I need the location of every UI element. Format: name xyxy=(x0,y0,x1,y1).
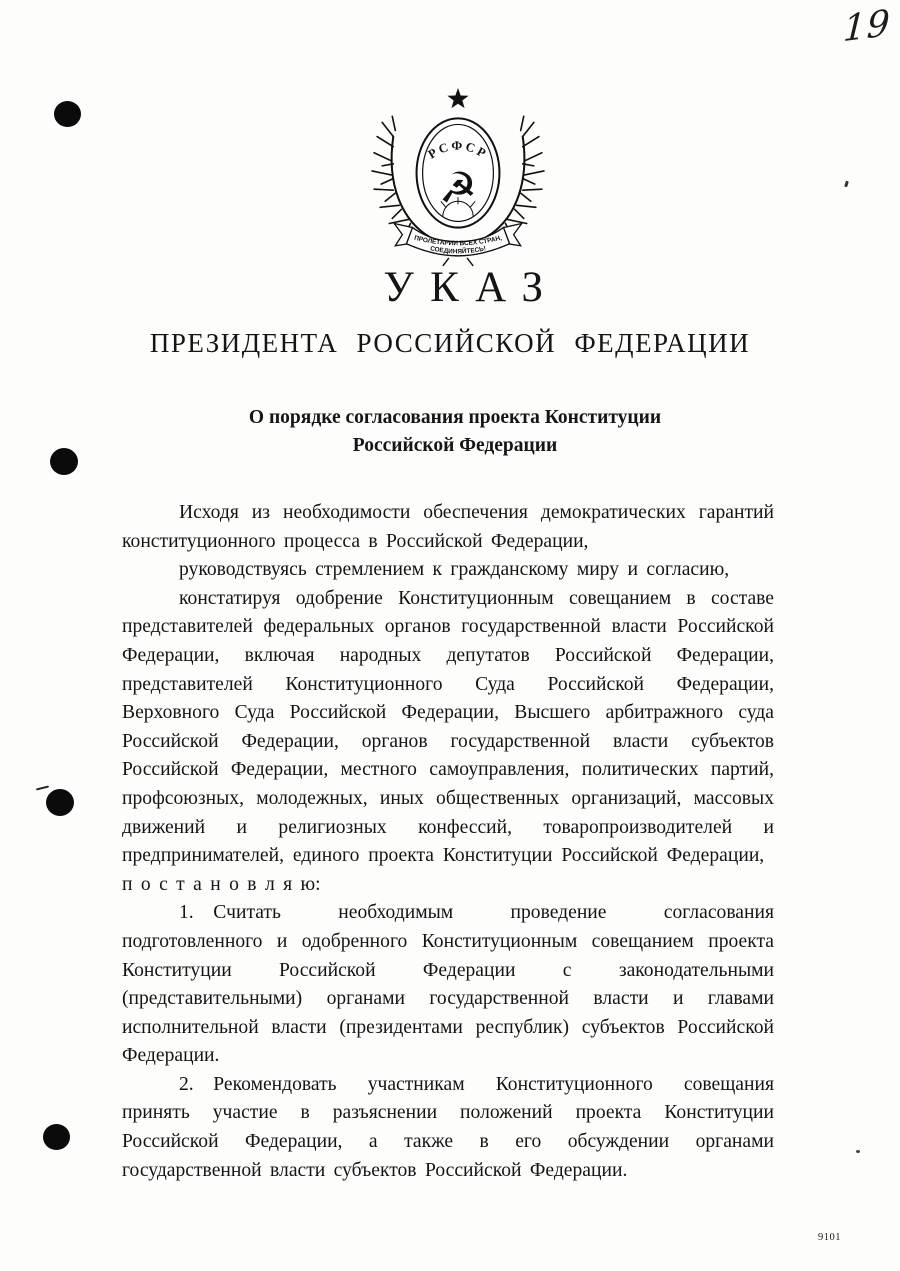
emblem-banner xyxy=(394,224,521,266)
decree-subtitle: ПРЕЗИДЕНТА РОССИЙСКОЙ ФЕДЕРАЦИИ xyxy=(149,328,751,358)
punch-hole-mark xyxy=(54,101,81,127)
handwritten-page-number: 19 xyxy=(842,2,892,51)
decree-subject-line-2: Российской Федерации xyxy=(352,435,558,456)
scan-speck xyxy=(844,181,849,188)
body-paragraph: 2. Рекомендовать участникам Конституционного совещания принять участие в разъяснении положений проекта Конституции Российской Федерации, а также в его обсуждении органами государственной власти субъектов Российской Федерации. xyxy=(122,1073,774,1181)
decree-subject-line-1: О порядке согласования проекта Конституции xyxy=(248,407,662,428)
body-paragraph: Исходя из необходимости обеспечения демократических гарантий конституционного процесса в Российской Федерации, xyxy=(122,502,774,552)
punch-hole-mark xyxy=(46,789,74,816)
punch-hole-mark xyxy=(43,1124,70,1150)
banner-text-2: СОЕДИНЯЙТЕСЬ! xyxy=(429,245,487,256)
star-icon xyxy=(447,88,468,108)
decree-body xyxy=(122,499,774,1185)
rsfsr-coat-of-arms-emblem xyxy=(360,86,556,268)
doc-code: 9101 xyxy=(818,1232,841,1243)
body-paragraph: 1. Считать необходимым проведение согласования подготовленного и одобренного Конституционным совещанием проекта Конституции Российской Федерации с законодательными (представительными) органами государственной власти и главами исполнительной власти (президентами республик) субъектов Российской Федерации. xyxy=(122,902,774,1067)
body-paragraph: констатируя одобрение Конституционным совещанием в составе представителей федеральных органов государственной власти Российской Федерации, включая народных депутатов Российской Федерации, представителей Конституционного Суда Российской Федерации, Верховного Суда Российской Федерации, Высшего арбитражного суда Российской Федерации, органов государственной власти субъектов Российской Федерации, местного самоуправления, политических партий, профсоюзных, молодежных, иных общественных организаций, массовых движений и религиозных конфессий, товаропроизводителей и предпринимателей, единого проекта Конституции Российской Федерации, п о с т а н о в л я ю: xyxy=(122,587,774,895)
banner-text-1: ПРОЛЕТАРИИ ВСЕХ СТРАН, xyxy=(413,234,503,248)
decree-title: УКАЗ xyxy=(383,264,560,311)
body-paragraph: руководствуясь стремлением к гражданскому миру и согласию, xyxy=(179,559,730,581)
hammer-and-sickle-icon: ☭ xyxy=(438,164,478,214)
scan-speck xyxy=(856,1150,860,1153)
shield-text: РСФСР xyxy=(425,138,491,162)
pen-tick-mark xyxy=(36,785,49,790)
emblem-shield xyxy=(417,118,500,227)
decree-subject xyxy=(0,404,900,460)
